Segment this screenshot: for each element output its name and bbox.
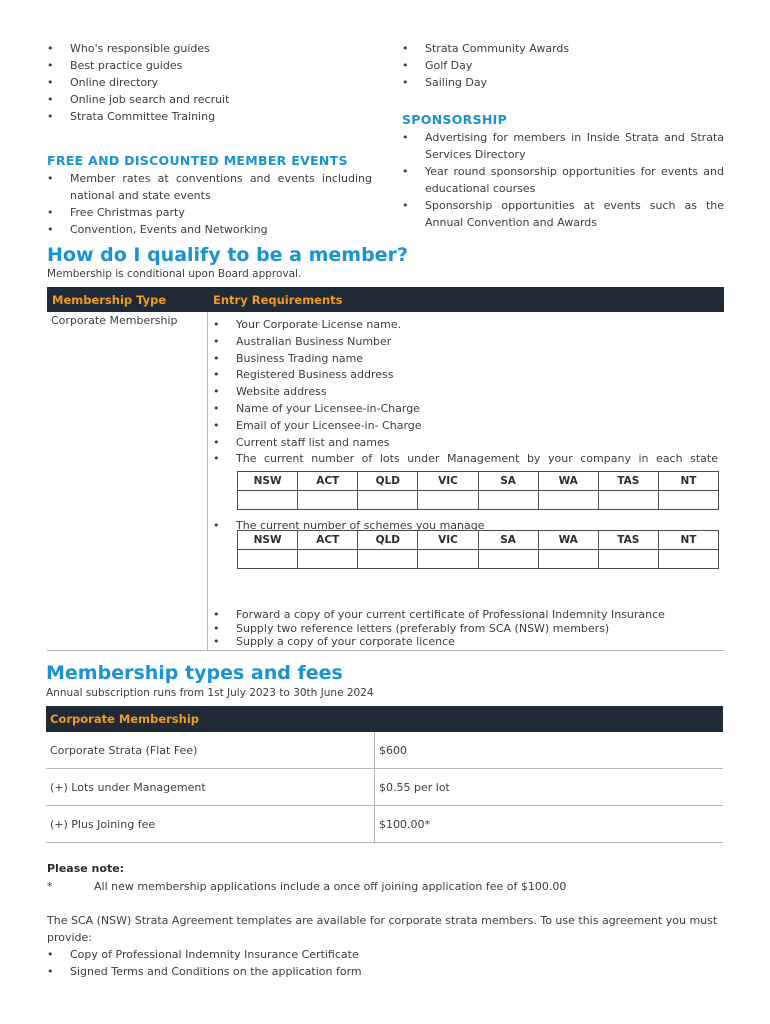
benefits-list-left (47, 40, 372, 125)
benefits-list-right (402, 40, 724, 91)
fee-value: $600 (379, 743, 407, 757)
fee-label: (+) Plus Joining fee (46, 806, 375, 842)
list-item: • Strata Committee Training (47, 108, 372, 125)
table-row (46, 732, 723, 769)
qualify-subtitle: Membership is conditional upon Board approval. (47, 268, 302, 280)
list-item: • Who's responsible guides (47, 40, 372, 57)
state-wa: WA (538, 472, 598, 491)
sponsorship-heading: SPONSORSHIP (402, 112, 508, 127)
list-item: • Registered Business address (213, 367, 718, 384)
list-item: • Signed Terms and Conditions on the application form (47, 963, 727, 980)
schemes-sa-cell[interactable] (478, 550, 538, 569)
fees-table (46, 706, 723, 843)
note-section (47, 862, 727, 980)
list-item: • Supply two reference letters (preferably from SCA (NSW) members) (213, 622, 718, 636)
list-item: • Email of your Licensee-in- Charge (213, 418, 718, 435)
lots-wa-cell[interactable] (538, 491, 598, 510)
list-item: • The current number of schemes you manage (213, 517, 718, 534)
free-events-heading: FREE AND DISCOUNTED MEMBER EVENTS (47, 153, 348, 168)
state-vic: VIC (418, 472, 478, 491)
state-sa: SA (478, 531, 538, 550)
agreement-list (47, 946, 727, 980)
state-vic: VIC (418, 531, 478, 550)
list-item: • Business Trading name (213, 351, 718, 368)
requirements-list (213, 317, 718, 468)
list-item: • Online job search and recruit (47, 91, 372, 108)
list-item: • Copy of Professional Indemnity Insurance Certificate (47, 946, 727, 963)
entry-requirements-column-header: Entry Requirements (213, 292, 343, 307)
schemes-by-state-table (237, 530, 719, 569)
list-item: • Your Corporate License name. (213, 317, 718, 334)
schemes-act-cell[interactable] (298, 550, 358, 569)
schemes-vic-cell[interactable] (418, 550, 478, 569)
lots-nt-cell[interactable] (658, 491, 718, 510)
fee-value: $0.55 per lot (379, 780, 450, 794)
table-row (46, 769, 723, 806)
fees-table-header: Corporate Membership (46, 706, 723, 732)
list-item: • Supply a copy of your corporate licence (213, 635, 718, 649)
note-title: Please note: (47, 862, 125, 875)
note-text: All new membership applications include a once off joining application fee of $100.00 (94, 880, 567, 893)
list-item: • Strata Community Awards (402, 40, 724, 57)
table-row (238, 472, 719, 491)
lots-sa-cell[interactable] (478, 491, 538, 510)
schemes-tas-cell[interactable] (598, 550, 658, 569)
lots-act-cell[interactable] (298, 491, 358, 510)
schemes-nsw-cell[interactable] (238, 550, 298, 569)
state-nsw: NSW (238, 531, 298, 550)
list-item: • Sailing Day (402, 74, 724, 91)
requirements-table (47, 287, 724, 651)
fee-value: $100.00* (379, 817, 430, 831)
state-qld: QLD (358, 472, 418, 491)
state-nt: NT (658, 472, 718, 491)
note-row (47, 879, 727, 894)
lots-tas-cell[interactable] (598, 491, 658, 510)
list-item: • Advertising for members in Inside Strata and Strata Services Directory (402, 129, 724, 163)
list-item: • Best practice guides (47, 57, 372, 74)
fees-subtitle: Annual subscription runs from 1st July 2023 to 30th June 2024 (46, 687, 374, 699)
schemes-nt-cell[interactable] (658, 550, 718, 569)
list-item: • Convention, Events and Networking (47, 221, 372, 238)
list-item: • Name of your Licensee-in-Charge (213, 401, 718, 418)
requirements-table-header (47, 287, 724, 312)
state-nt: NT (658, 531, 718, 550)
state-qld: QLD (358, 531, 418, 550)
list-item: • Member rates at conventions and events including national and state events (47, 170, 372, 204)
state-tas: TAS (598, 531, 658, 550)
fees-title: Membership types and fees (46, 662, 343, 684)
column-divider (207, 312, 208, 650)
membership-type-column-header: Membership Type (52, 292, 167, 307)
list-item: • The current number of lots under Management by your company in each state (213, 451, 718, 468)
schemes-wa-cell[interactable] (538, 550, 598, 569)
state-sa: SA (478, 472, 538, 491)
benefits-left-column (47, 40, 372, 238)
lots-vic-cell[interactable] (418, 491, 478, 510)
list-item: • Current staff list and names (213, 435, 718, 452)
qualify-title: How do I qualify to be a member? (47, 244, 408, 266)
qualify-section (47, 244, 724, 280)
fee-label: Corporate Strata (Flat Fee) (46, 732, 375, 768)
list-item: • Sponsorship opportunities at events such as the Annual Convention and Awards (402, 197, 724, 231)
list-item: • Online directory (47, 74, 372, 91)
table-row (238, 531, 719, 550)
table-row (238, 550, 719, 569)
schemes-qld-cell[interactable] (358, 550, 418, 569)
list-item: • Australian Business Number (213, 334, 718, 351)
fee-label: (+) Lots under Management (46, 769, 375, 805)
list-item: • Website address (213, 384, 718, 401)
state-act: ACT (298, 531, 358, 550)
lots-qld-cell[interactable] (358, 491, 418, 510)
sponsorship-list (402, 129, 724, 231)
lots-by-state-table (237, 471, 719, 510)
note-asterisk: * (47, 880, 53, 893)
free-events-list (47, 170, 372, 238)
state-nsw: NSW (238, 472, 298, 491)
list-item: • Forward a copy of your current certificate of Professional Indemnity Insurance (213, 608, 718, 622)
list-item: • Golf Day (402, 57, 724, 74)
agreement-text: The SCA (NSW) Strata Agreement templates are available for corporate strata members. To use this agreement you must provide: (47, 914, 718, 944)
benefits-right-column (402, 40, 724, 231)
membership-type-cell: Corporate Membership (51, 314, 178, 327)
state-act: ACT (298, 472, 358, 491)
documents-requirement-list (213, 608, 718, 649)
table-row (238, 491, 719, 510)
state-tas: TAS (598, 472, 658, 491)
state-wa: WA (538, 531, 598, 550)
fees-section (46, 662, 723, 699)
list-item: • Year round sponsorship opportunities for events and educational courses (402, 163, 724, 197)
lots-nsw-cell[interactable] (238, 491, 298, 510)
list-item: • Free Christmas party (47, 204, 372, 221)
table-row (46, 806, 723, 843)
